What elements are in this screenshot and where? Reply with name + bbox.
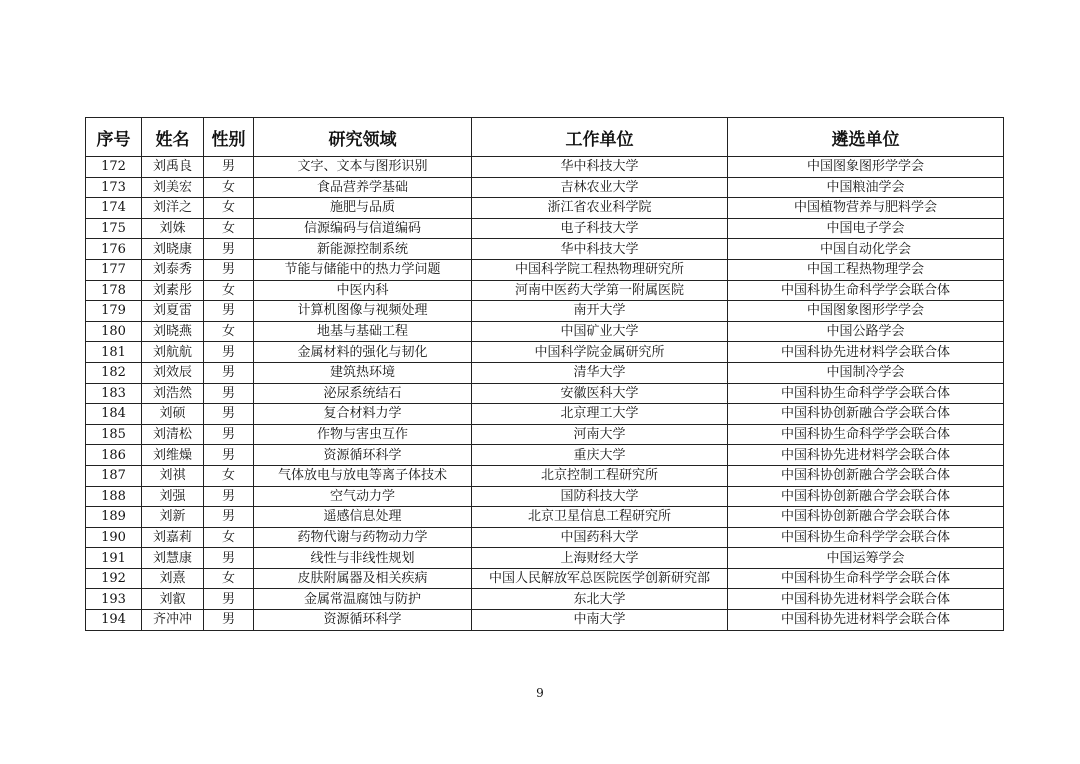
cell-name: 刘嘉莉 — [142, 527, 204, 548]
cell-work-unit: 中国药科大学 — [472, 527, 728, 548]
cell-work-unit: 中国矿业大学 — [472, 321, 728, 342]
cell-work-unit: 中国科学院工程热物理研究所 — [472, 259, 728, 280]
cell-research-field: 地基与基础工程 — [254, 321, 472, 342]
cell-research-field: 空气动力学 — [254, 486, 472, 507]
cell-work-unit: 华中科技大学 — [472, 239, 728, 260]
cell-selection-unit: 中国科协生命科学学会联合体 — [728, 383, 1004, 404]
cell-work-unit: 河南中医药大学第一附属医院 — [472, 280, 728, 301]
cell-selection-unit: 中国科协创新融合学会联合体 — [728, 465, 1004, 486]
cell-gender: 男 — [204, 301, 254, 322]
cell-selection-unit: 中国科协生命科学学会联合体 — [728, 568, 1004, 589]
cell-work-unit: 东北大学 — [472, 589, 728, 610]
cell-work-unit: 清华大学 — [472, 362, 728, 383]
cell-index: 182 — [86, 362, 142, 383]
cell-research-field: 金属材料的强化与韧化 — [254, 342, 472, 363]
table-row — [86, 424, 1004, 445]
cell-research-field: 中医内科 — [254, 280, 472, 301]
cell-index: 194 — [86, 610, 142, 631]
cell-index: 177 — [86, 259, 142, 280]
cell-gender: 男 — [204, 157, 254, 178]
cell-gender: 男 — [204, 239, 254, 260]
header-index: 序号 — [86, 118, 142, 157]
cell-name: 刘叡 — [142, 589, 204, 610]
cell-gender: 女 — [204, 527, 254, 548]
cell-index: 176 — [86, 239, 142, 260]
cell-work-unit: 安徽医科大学 — [472, 383, 728, 404]
table-row — [86, 362, 1004, 383]
cell-index: 183 — [86, 383, 142, 404]
cell-research-field: 药物代谢与药物动力学 — [254, 527, 472, 548]
cell-selection-unit: 中国科协创新融合学会联合体 — [728, 486, 1004, 507]
header-research-field: 研究领域 — [254, 118, 472, 157]
table-row — [86, 465, 1004, 486]
table-row — [86, 527, 1004, 548]
cell-selection-unit: 中国科协创新融合学会联合体 — [728, 404, 1004, 425]
page-number: 9 — [536, 686, 544, 700]
cell-research-field: 新能源控制系统 — [254, 239, 472, 260]
cell-research-field: 文字、文本与图形识别 — [254, 157, 472, 178]
cell-work-unit: 北京理工大学 — [472, 404, 728, 425]
cell-name: 刘禹良 — [142, 157, 204, 178]
cell-name: 刘新 — [142, 507, 204, 528]
cell-index: 187 — [86, 465, 142, 486]
table-row — [86, 301, 1004, 322]
table-row — [86, 610, 1004, 631]
table-row — [86, 445, 1004, 466]
table-row — [86, 321, 1004, 342]
cell-work-unit: 中国人民解放军总医院医学创新研究部 — [472, 568, 728, 589]
cell-gender: 女 — [204, 177, 254, 198]
cell-research-field: 金属常温腐蚀与防护 — [254, 589, 472, 610]
cell-work-unit: 中国科学院金属研究所 — [472, 342, 728, 363]
header-row — [86, 118, 1004, 157]
cell-gender: 女 — [204, 218, 254, 239]
cell-gender: 男 — [204, 445, 254, 466]
cell-index: 178 — [86, 280, 142, 301]
cell-name: 刘素彤 — [142, 280, 204, 301]
cell-index: 189 — [86, 507, 142, 528]
cell-research-field: 气体放电与放电等离子体技术 — [254, 465, 472, 486]
cell-work-unit: 国防科技大学 — [472, 486, 728, 507]
cell-gender: 男 — [204, 486, 254, 507]
cell-work-unit: 华中科技大学 — [472, 157, 728, 178]
cell-gender: 男 — [204, 259, 254, 280]
cell-gender: 女 — [204, 568, 254, 589]
cell-selection-unit: 中国工程热物理学会 — [728, 259, 1004, 280]
cell-work-unit: 南开大学 — [472, 301, 728, 322]
cell-research-field: 复合材料力学 — [254, 404, 472, 425]
cell-name: 刘洋之 — [142, 198, 204, 219]
table-row — [86, 548, 1004, 569]
cell-work-unit: 上海财经大学 — [472, 548, 728, 569]
cell-research-field: 信源编码与信道编码 — [254, 218, 472, 239]
cell-work-unit: 中南大学 — [472, 610, 728, 631]
cell-research-field: 建筑热环境 — [254, 362, 472, 383]
table-row — [86, 404, 1004, 425]
cell-gender: 男 — [204, 589, 254, 610]
header-selection-unit: 遴选单位 — [728, 118, 1004, 157]
cell-index: 175 — [86, 218, 142, 239]
table-row — [86, 507, 1004, 528]
cell-index: 172 — [86, 157, 142, 178]
cell-index: 192 — [86, 568, 142, 589]
cell-index: 180 — [86, 321, 142, 342]
cell-name: 刘熹 — [142, 568, 204, 589]
cell-work-unit: 吉林农业大学 — [472, 177, 728, 198]
cell-selection-unit: 中国科协先进材料学会联合体 — [728, 445, 1004, 466]
candidate-table — [85, 117, 1004, 631]
table-row — [86, 383, 1004, 404]
cell-name: 刘祺 — [142, 465, 204, 486]
cell-index: 181 — [86, 342, 142, 363]
cell-work-unit: 河南大学 — [472, 424, 728, 445]
cell-selection-unit: 中国电子学会 — [728, 218, 1004, 239]
cell-name: 刘维燥 — [142, 445, 204, 466]
cell-selection-unit: 中国科协生命科学学会联合体 — [728, 424, 1004, 445]
cell-gender: 男 — [204, 610, 254, 631]
cell-name: 刘慧康 — [142, 548, 204, 569]
cell-index: 173 — [86, 177, 142, 198]
cell-research-field: 节能与储能中的热力学问题 — [254, 259, 472, 280]
cell-research-field: 皮肤附属器及相关疾病 — [254, 568, 472, 589]
cell-index: 188 — [86, 486, 142, 507]
cell-gender: 女 — [204, 465, 254, 486]
cell-index: 174 — [86, 198, 142, 219]
cell-research-field: 施肥与品质 — [254, 198, 472, 219]
cell-selection-unit: 中国图象图形学学会 — [728, 301, 1004, 322]
cell-gender: 男 — [204, 342, 254, 363]
cell-index: 179 — [86, 301, 142, 322]
cell-index: 185 — [86, 424, 142, 445]
header-work-unit: 工作单位 — [472, 118, 728, 157]
cell-gender: 女 — [204, 198, 254, 219]
cell-research-field: 遥感信息处理 — [254, 507, 472, 528]
cell-index: 190 — [86, 527, 142, 548]
cell-index: 193 — [86, 589, 142, 610]
cell-work-unit: 浙江省农业科学院 — [472, 198, 728, 219]
header-name: 姓名 — [142, 118, 204, 157]
cell-research-field: 线性与非线性规划 — [254, 548, 472, 569]
cell-selection-unit: 中国运筹学会 — [728, 548, 1004, 569]
cell-name: 刘姝 — [142, 218, 204, 239]
cell-name: 刘夏雷 — [142, 301, 204, 322]
cell-work-unit: 电子科技大学 — [472, 218, 728, 239]
cell-gender: 男 — [204, 507, 254, 528]
cell-name: 刘浩然 — [142, 383, 204, 404]
cell-name: 齐冲冲 — [142, 610, 204, 631]
cell-selection-unit: 中国科协先进材料学会联合体 — [728, 610, 1004, 631]
table-row — [86, 177, 1004, 198]
cell-name: 刘晓燕 — [142, 321, 204, 342]
cell-gender: 男 — [204, 404, 254, 425]
table-row — [86, 198, 1004, 219]
cell-research-field: 作物与害虫互作 — [254, 424, 472, 445]
cell-research-field: 资源循环科学 — [254, 610, 472, 631]
cell-gender: 女 — [204, 321, 254, 342]
cell-work-unit: 北京卫星信息工程研究所 — [472, 507, 728, 528]
cell-research-field: 资源循环科学 — [254, 445, 472, 466]
cell-selection-unit: 中国图象图形学学会 — [728, 157, 1004, 178]
table-row — [86, 280, 1004, 301]
cell-selection-unit: 中国科协先进材料学会联合体 — [728, 342, 1004, 363]
cell-selection-unit: 中国制冷学会 — [728, 362, 1004, 383]
cell-gender: 男 — [204, 383, 254, 404]
cell-gender: 男 — [204, 548, 254, 569]
cell-index: 184 — [86, 404, 142, 425]
cell-selection-unit: 中国科协生命科学学会联合体 — [728, 527, 1004, 548]
cell-name: 刘美宏 — [142, 177, 204, 198]
cell-name: 刘泰秀 — [142, 259, 204, 280]
cell-selection-unit: 中国公路学会 — [728, 321, 1004, 342]
cell-research-field: 泌尿系统结石 — [254, 383, 472, 404]
cell-selection-unit: 中国科协先进材料学会联合体 — [728, 589, 1004, 610]
cell-name: 刘强 — [142, 486, 204, 507]
cell-gender: 女 — [204, 280, 254, 301]
table-row — [86, 342, 1004, 363]
table-header — [86, 118, 1004, 157]
cell-name: 刘清松 — [142, 424, 204, 445]
cell-name: 刘晓康 — [142, 239, 204, 260]
cell-gender: 男 — [204, 362, 254, 383]
cell-name: 刘硕 — [142, 404, 204, 425]
header-gender: 性别 — [204, 118, 254, 157]
table-body — [86, 157, 1004, 631]
table-row — [86, 259, 1004, 280]
table-row — [86, 589, 1004, 610]
cell-work-unit: 北京控制工程研究所 — [472, 465, 728, 486]
cell-selection-unit: 中国植物营养与肥料学会 — [728, 198, 1004, 219]
table-row — [86, 157, 1004, 178]
cell-selection-unit: 中国科协生命科学学会联合体 — [728, 280, 1004, 301]
cell-selection-unit: 中国科协创新融合学会联合体 — [728, 507, 1004, 528]
table-row — [86, 486, 1004, 507]
table-row — [86, 218, 1004, 239]
cell-work-unit: 重庆大学 — [472, 445, 728, 466]
table-row — [86, 568, 1004, 589]
cell-research-field: 食品营养学基础 — [254, 177, 472, 198]
table-row — [86, 239, 1004, 260]
cell-research-field: 计算机图像与视频处理 — [254, 301, 472, 322]
cell-index: 186 — [86, 445, 142, 466]
cell-gender: 男 — [204, 424, 254, 445]
cell-selection-unit: 中国自动化学会 — [728, 239, 1004, 260]
cell-selection-unit: 中国粮油学会 — [728, 177, 1004, 198]
cell-name: 刘效辰 — [142, 362, 204, 383]
cell-name: 刘航航 — [142, 342, 204, 363]
cell-index: 191 — [86, 548, 142, 569]
